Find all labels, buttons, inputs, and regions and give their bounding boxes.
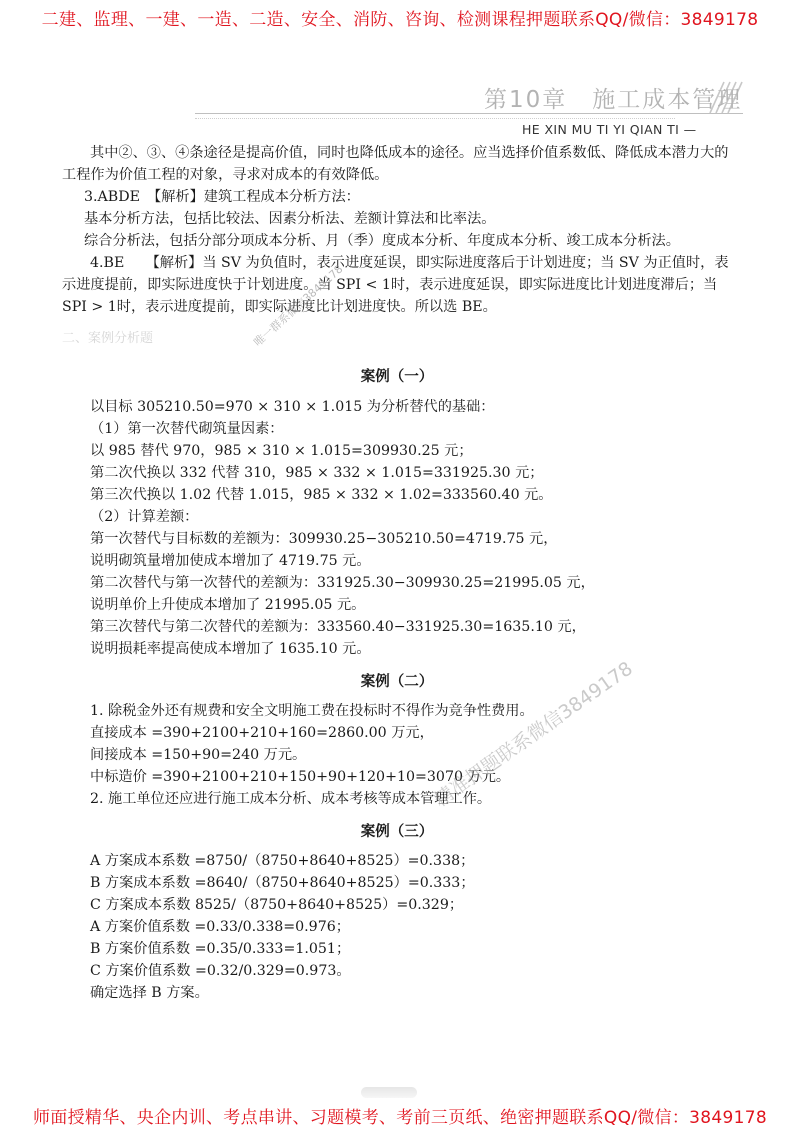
top-ad-banner: 二建、监理、一建、一造、二造、安全、消防、咨询、检测课程押题联系QQ/微信：3849178 <box>41 10 759 30</box>
case-1-title: 案例（一） <box>360 369 434 385</box>
case-1-line: 第三次代换以 1.02 代替 1.015，985 × 332 × 1.02=333560.40 元。 <box>90 487 553 503</box>
case-1-line: 以目标 305210.50=970 × 310 × 1.015 为分析替代的基础： <box>90 399 495 415</box>
case-3-line: A 方案成本系数 =8750/（8750+8640+8525）=0.338； <box>90 853 475 869</box>
case-3-line: B 方案价值系数 =0.35/0.333=1.051； <box>90 941 351 957</box>
case-2-line: 间接成本 =150+90=240 万元。 <box>90 747 307 763</box>
case-1-line: （1）第一次替代砌筑量因素： <box>90 421 284 437</box>
case-1-line: 第三次替代与第二次替代的差额为：333560.40−331925.30=1635.10 元， <box>90 619 586 635</box>
answer-3-line: 综合分析法，包括分部分项成本分析、月（季）度成本分析、年度成本分析、竣工成本分析法。 <box>84 233 680 249</box>
watermark-small: 唯一群系微信3849178 <box>251 262 346 350</box>
case-1-line: 第二次替代与第一次替代的差额为：331925.30−309930.25=21995.05 元， <box>90 575 595 591</box>
answer-paragraph: 其中②、③、④条途径是提高价值，同时也降低成本的途径。应当选择价值系数低、降低成本潜力大的工程作为价值工程的对象，寻求对成本的有效降低。 <box>62 145 729 183</box>
bottom-ad-banner: 师面授精华、央企内训、考点串讲、习题模考、考前三页纸、绝密押题联系QQ/微信：3849178 <box>33 1108 767 1128</box>
watermark-large: 精准押题联系微信3849178 <box>430 657 637 812</box>
case-1-line: 说明砌筑量增加使成本增加了 4719.75 元。 <box>90 553 371 569</box>
answer-3-line: 基本分析方法，包括比较法、因素分析法、差额计算法和比率法。 <box>84 211 496 227</box>
case-1-line: 第一次替代与目标数的差额为：309930.25−305210.50=4719.75 元， <box>90 531 558 547</box>
case-2-line: 1. 除税金外还有规费和安全文明施工费在投标时不得作为竞争性费用。 <box>90 703 534 719</box>
case-3-line: B 方案成本系数 =8640/（8750+8640+8525）=0.333； <box>90 875 475 891</box>
answer-3-heading: 3.ABDE 【解析】建筑工程成本分析方法： <box>84 189 360 205</box>
case-3-line: C 方案价值系数 =0.32/0.329=0.973。 <box>90 963 351 979</box>
case-1-line: 说明损耗率提高使成本增加了 1635.10 元。 <box>90 641 371 657</box>
chapter-title: 第10章 施工成本管理 <box>484 87 743 113</box>
case-3-line: A 方案价值系数 =0.33/0.338=0.976； <box>90 919 350 935</box>
page-body <box>62 142 732 1004</box>
page-number-box <box>361 1087 417 1098</box>
case-1-line: 以 985 替代 970，985 × 310 × 1.015=309930.25 元； <box>90 443 473 459</box>
case-2-line: 2. 施工单位还应进行施工成本分析、成本考核等成本管理工作。 <box>90 791 492 807</box>
section-heading: 二、案例分析题 <box>62 331 154 346</box>
case-1-line: （2）计算差额： <box>90 509 199 525</box>
case-1-line: 第二次代换以 332 代替 310，985 × 332 × 1.015=331925.30 元； <box>90 465 544 481</box>
case-1-line: 说明单价上升使成本增加了 21995.05 元。 <box>90 597 366 613</box>
case-3-line: 确定选择 B 方案。 <box>90 985 209 1001</box>
case-3-title: 案例（三） <box>360 824 434 840</box>
case-2-title: 案例（二） <box>360 674 434 690</box>
answer-4: 4.BE 【解析】当 SV 为负值时，表示进度延误，即实际进度落后于计划进度；当 SV 为正值时，表示进度提前，即实际进度快于计划进度。当 SPI < 1时，表示进度延误，即实际进度比计划进度滞后；当 SPI > 1时，表示进度提前，即实际进度比计划进度快。所以选 BE。 <box>62 255 729 315</box>
header-dotted-rule <box>195 118 675 119</box>
case-2-line: 直接成本 =390+2100+210+160=2860.00 万元， <box>90 725 434 741</box>
case-3-line: C 方案成本系数 8525/（8750+8640+8525）=0.329； <box>90 897 464 913</box>
case-2-line: 中标造价 =390+2100+210+150+90+120+10=3070 万元。 <box>90 769 511 785</box>
chapter-pinyin: HE XIN MU TI YI QIAN TI — <box>522 122 697 137</box>
